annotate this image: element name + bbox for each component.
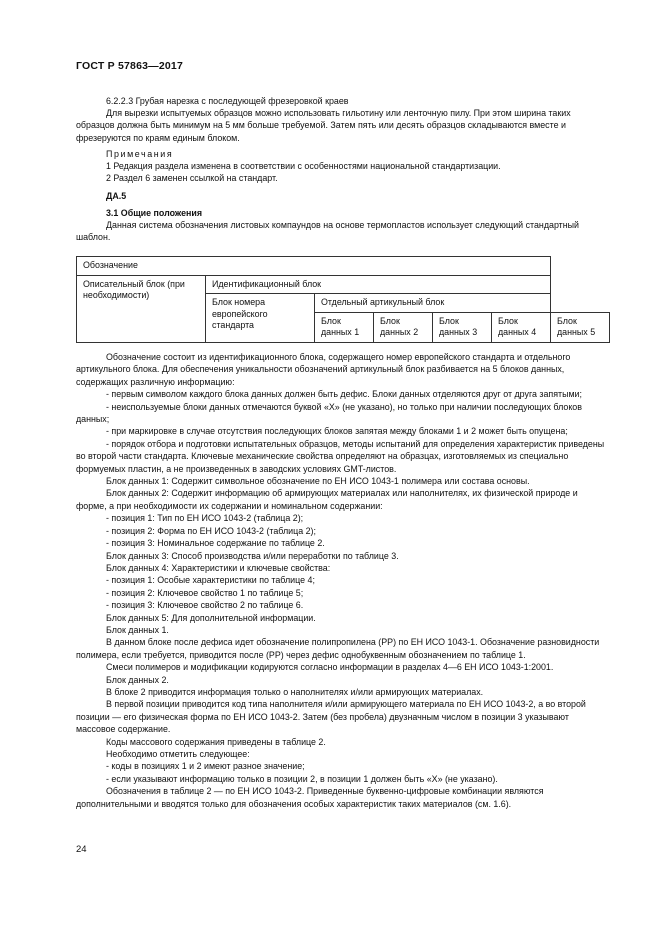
body-paragraph: - позиция 2: Ключевое свойство 1 по таблице 5; <box>106 587 304 598</box>
body-paragraph: Обозначение состоит из идентификационного блока, содержащего номер европейского стандарта и отдельного артикульного блока. Для обеспечения уникальности обозначений артикульный блок разбивается на 5 блоков данных, содержащих различную информацию: <box>76 352 571 387</box>
table-cell-data-block: Блок данных 5 <box>551 312 610 342</box>
table-cell-descriptive-block: Описательный блок (при необходимости) <box>77 275 206 342</box>
table-cell-data-block: Блок данных 1 <box>315 312 374 342</box>
body-paragraph: Блок данных 4: Характеристики и ключевые свойства: <box>106 562 331 573</box>
body-paragraph: - позиция 2: Форма по ЕН ИСО 1043-2 (таблица 2); <box>106 525 316 536</box>
section-paragraph: Для вырезки испытуемых образцов можно использовать гильотину или ленточную пилу. При этом ширина таких образцов должна быть минимум на 5 мм больше требуемой. Затем пять или десять образцов складываются вместе и фрезеруются по краям единым блоком. <box>76 108 571 143</box>
intro-paragraph: Данная система обозначения листовых компаундов на основе термопластов использует следующий стандартный шаблон. <box>76 220 579 243</box>
body-paragraph: - позиция 1: Тип по ЕН ИСО 1043-2 (таблица 2); <box>106 513 304 524</box>
body-paragraph: Блок данных 2. <box>106 674 169 685</box>
body-text <box>76 351 610 810</box>
note-item: 1 Редакция раздела изменена в соответствии с особенностями национальной стандартизации. <box>106 161 501 171</box>
body-paragraph: Блок данных 2: Содержит информацию об армирующих материалах или наполнителях, их физической природе и форме, а при необходимости их содержании и номинальном содержании: <box>76 488 578 511</box>
body-paragraph: Обозначения в таблице 2 — по ЕН ИСО 1043-2. Приведенные буквенно-цифровые комбинации являются дополнительными и вводятся только для обозначения особых характеристик таких материалов (см. 1.6). <box>76 786 544 809</box>
table-cell-european-block: Блок номера европейского стандарта <box>206 294 315 343</box>
body-paragraph: - при маркировке в случае отсутствия последующих блоков запятая между блоками 1 и 2 может быть опущена; <box>106 426 568 437</box>
body-paragraph: Блок данных 5: Для дополнительной информации. <box>106 612 316 623</box>
body-paragraph: - порядок отбора и подготовки испытательных образцов, методы испытаний для определения характеристик приведены во второй части стандарта. Ключевые механические свойства определяют на образцах, изготовляемых из специально формуемых пластин, а не произведенных в заводских условиях GMT-листов. <box>76 438 605 474</box>
body-paragraph: - позиция 3: Номинальное содержание по таблице 2. <box>106 538 325 549</box>
body-paragraph: В данном блоке после дефиса идет обозначение полипропилена (PP) по ЕН ИСО 1043-1. Обозначение разновидности полимера, если требуется, приводится после (PP) через дефис однобуквенным обозначением по таблице 1. <box>76 637 600 660</box>
body-paragraph: - коды в позициях 1 и 2 имеют разное значение; <box>106 761 305 772</box>
body-paragraph: - если указывают информацию только в позиции 2, в позиции 1 должен быть «X» (не указано). <box>106 773 498 784</box>
section-title: 6.2.2.3 Грубая нарезка с последующей фрезеровкой краев <box>106 96 349 106</box>
notes-title: Примечания <box>106 149 174 159</box>
page-number: 24 <box>76 844 87 855</box>
table-cell-data-block: Блок данных 3 <box>433 312 492 342</box>
table-cell-designation: Обозначение <box>77 257 551 276</box>
table-cell-data-block: Блок данных 4 <box>492 312 551 342</box>
body-paragraph: В блоке 2 приводится информация только о наполнителях и/или армирующих материалах. <box>106 686 484 697</box>
table-cell-article-block: Отдельный артикульный блок <box>315 294 551 313</box>
body-paragraph: Смеси полимеров и модификации кодируются согласно информации в разделах 4—6 ЕН ИСО 1043-1:2001. <box>106 662 554 673</box>
body-paragraph: - первым символом каждого блока данных должен быть дефис. Блоки данных отделяются друг от друга запятыми; <box>106 389 582 400</box>
body-paragraph: - позиция 3: Ключевое свойство 2 по таблице 6. <box>106 600 304 611</box>
body-paragraph: Коды массового содержания приведены в таблице 2. <box>106 736 326 747</box>
body-paragraph: Необходимо отметить следующее: <box>106 749 250 759</box>
document-header: ГОСТ Р 57863—2017 <box>76 60 184 72</box>
body-paragraph: Блок данных 1. <box>106 624 169 635</box>
body-paragraph: - неиспользуемые блоки данных отмечаются буквой «X» (не указано), но только при наличии последующих блоков данных; <box>76 401 582 425</box>
body-paragraph: - позиция 1: Особые характеристики по таблице 4; <box>106 575 315 586</box>
subsection-title: 3.1 Общие положения <box>106 208 203 218</box>
body-paragraph: Блок данных 3: Способ производства и/или переработки по таблице 3. <box>106 550 399 561</box>
appendix-title: ДА.5 <box>106 191 127 201</box>
body-paragraph: В первой позиции приводится код типа наполнителя и/или армирующего материала по ЕН ИСО 1043-2, а во второй позиции — его физическая форма по ЕН ИСО 1043-2. Затем (без пробела) двузначным числом в позиции 3 указывают массовое содержание. <box>76 699 586 735</box>
body-paragraph: Блок данных 1: Содержит символьное обозначение по ЕН ИСО 1043-1 полимера или состава основы. <box>106 476 530 487</box>
table-cell-identification-block: Идентификационный блок <box>206 275 551 294</box>
designation-table <box>76 256 610 343</box>
table-cell-data-block: Блок данных 2 <box>374 312 433 342</box>
note-item: 2 Раздел 6 заменен ссылкой на стандарт. <box>106 173 278 183</box>
